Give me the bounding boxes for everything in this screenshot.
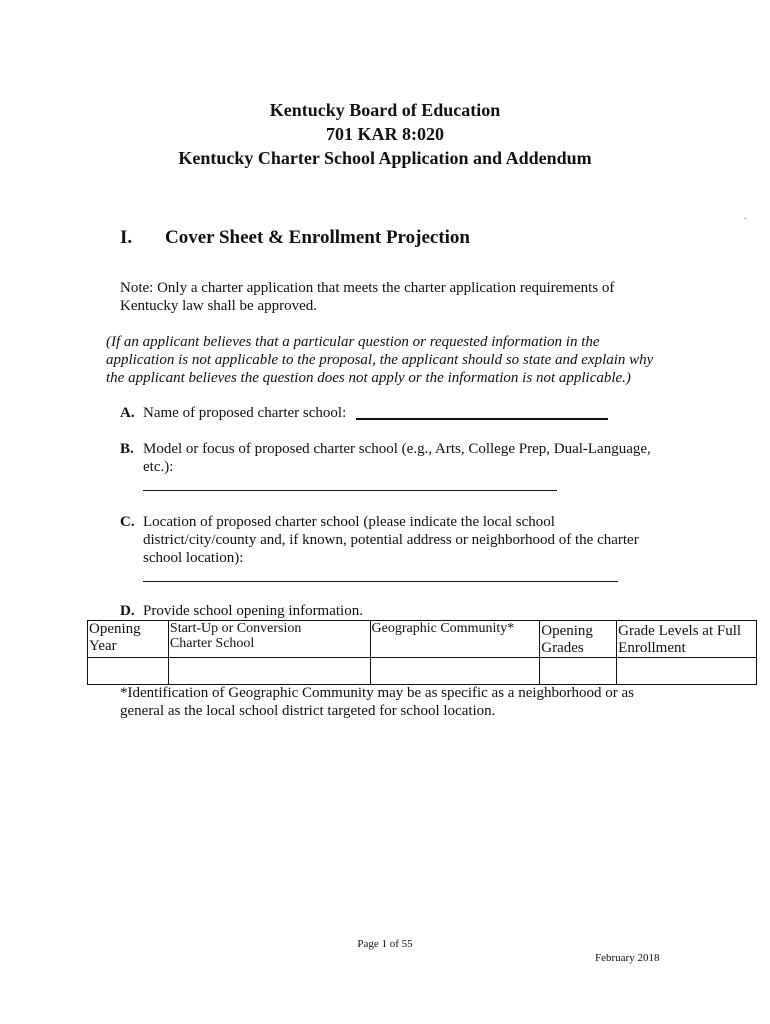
header-geographic-community: Geographic Community* xyxy=(370,621,540,658)
location-field[interactable] xyxy=(143,581,618,582)
model-focus-field[interactable] xyxy=(143,490,557,491)
item-a-letter: A. xyxy=(120,405,135,421)
table-row xyxy=(88,658,757,685)
instruction-line-2: application is not applicable to the proposal, the applicant should so state and explain why xyxy=(106,352,654,368)
item-c-line-3: school location): xyxy=(143,550,244,566)
item-c-line-1: Location of proposed charter school (please indicate the local school xyxy=(143,514,555,530)
item-d-letter: D. xyxy=(120,603,135,619)
item-c-line-2: district/city/county and, if known, potential address or neighborhood of the charter xyxy=(143,532,639,548)
instruction-line-1: (If an applicant believes that a particular question or requested information in the xyxy=(106,334,600,350)
item-b-line-1: Model or focus of proposed charter school (e.g., Arts, College Prep, Dual-Language, xyxy=(143,441,651,457)
cell-geographic-community-input[interactable] xyxy=(370,658,540,685)
item-b-letter: B. xyxy=(120,441,134,457)
item-c-letter: C. xyxy=(120,514,135,530)
footnote-line-2: general as the local school district targeted for school location. xyxy=(120,703,496,719)
section-title: Cover Sheet & Enrollment Projection xyxy=(165,227,471,248)
header-opening-year: Opening Year xyxy=(88,621,169,658)
page-number: Page 1 of 55 xyxy=(357,938,413,950)
cell-opening-year-input[interactable] xyxy=(88,658,169,685)
item-d-label: Provide school opening information. xyxy=(143,603,363,619)
document-date: February 2018 xyxy=(595,952,660,964)
header-opening-grades: Opening Grades xyxy=(540,621,617,658)
note-line-2: Kentucky law shall be approved. xyxy=(120,298,318,314)
header-startup-conversion: Start-Up or Conversion Charter School xyxy=(168,621,370,658)
cell-startup-conversion-input[interactable] xyxy=(168,658,370,685)
instruction-line-3: the applicant believes the question does not apply or the information is not applicable.) xyxy=(106,370,631,386)
item-a-label: Name of proposed charter school: xyxy=(143,405,347,421)
table-header-row xyxy=(88,621,757,658)
section-number: I. xyxy=(120,227,133,248)
footnote-line-1: *Identification of Geographic Community may be as specific as a neighborhood or as xyxy=(120,685,635,701)
school-name-field[interactable] xyxy=(356,418,608,420)
header-grade-levels-full: Grade Levels at Full Enrollment xyxy=(617,621,757,658)
note-line-1: Note: Only a charter application that meets the charter application requirements of xyxy=(120,280,615,296)
cell-opening-grades-input[interactable] xyxy=(540,658,617,685)
doc-title-line-2: 701 KAR 8:020 xyxy=(326,124,444,144)
doc-title-line-3: Kentucky Charter School Application and Addendum xyxy=(178,148,592,168)
doc-title-line-1: Kentucky Board of Education xyxy=(269,100,501,120)
item-b-line-2: etc.): xyxy=(143,459,174,475)
margin-mark: . xyxy=(744,212,746,221)
opening-info-table xyxy=(87,620,757,685)
cell-grade-levels-full-input[interactable] xyxy=(617,658,757,685)
